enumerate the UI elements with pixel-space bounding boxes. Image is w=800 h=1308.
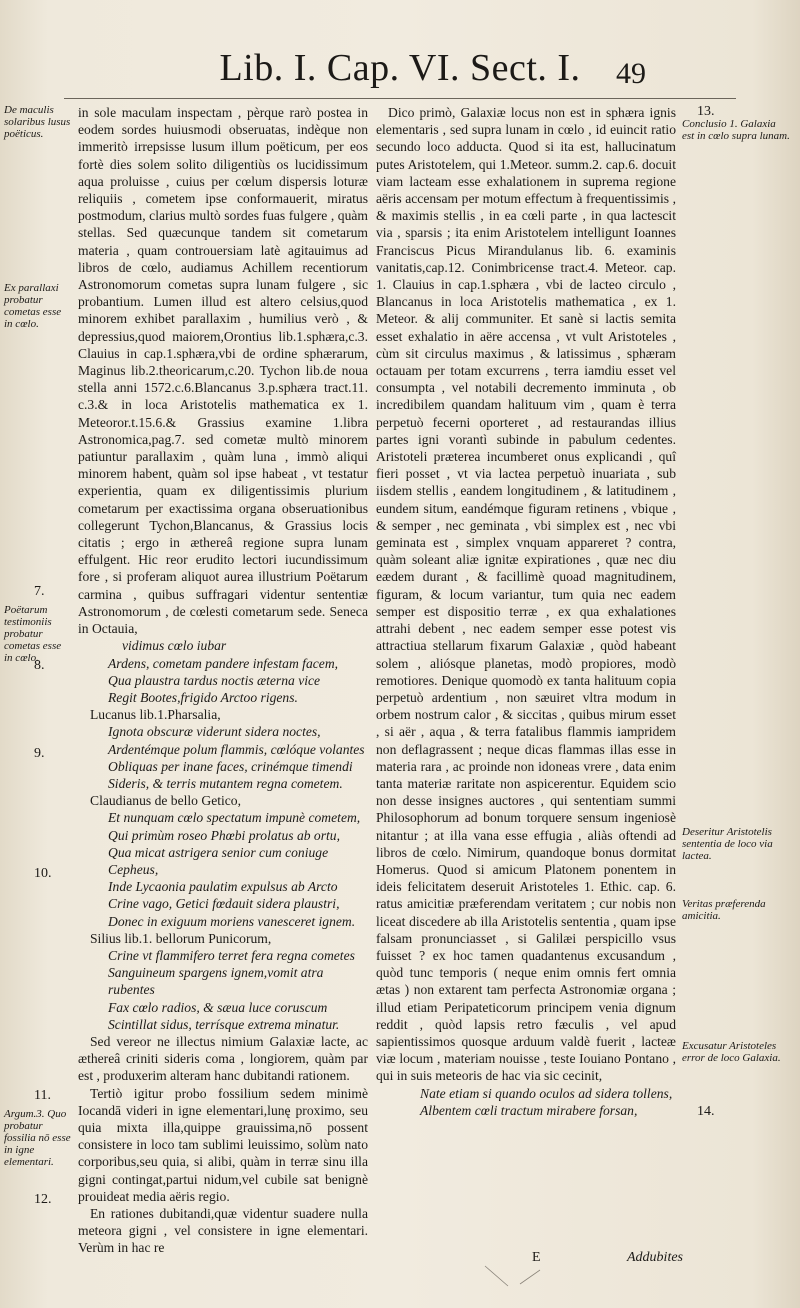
section-number: 13. xyxy=(697,104,715,119)
verse-line: Obliquas per inane faces, crinémque timendi xyxy=(108,758,353,774)
margin-note-poets: Poëtarum testimoniis probatur cometas esse in cœlo. xyxy=(4,604,62,664)
page-number: 49 xyxy=(616,57,646,90)
signature-mark: E xyxy=(532,1250,541,1265)
verse-line: Et nunquam cœlo spectatum impunè cometem, xyxy=(108,810,361,826)
paragraph: Sed vereor ne illectus nimium Galaxiæ lacte, ac æthereâ criniti sideris coma , longiorem, quàm par est , produxerim alteram hanc dubitandi rationem. xyxy=(78,1033,368,1084)
verse-line: Sanguineum spargens ignem,vomit atra rubentes xyxy=(108,965,324,998)
section-number: 9. xyxy=(34,746,45,761)
margin-note-aristotle-excused: Excusatur Aristoteles error de loco Galaxia. xyxy=(682,1040,781,1064)
citation-claudian: Claudianus de bello Getico, xyxy=(90,793,242,809)
verse-line: Inde Lycaonia paulatim expulsus ab Arcto xyxy=(108,879,338,895)
margin-note-aristotle-rejected: Deseritur Aristotelis sententia de loco via lactea. xyxy=(682,826,773,862)
paragraph: Dico primò, Galaxiæ locus non est in sphæra ignis elementaris , sed supra lunam in cœlo , id euincit ratio secundo loco adducta. Quod si ita est, hallucinatum putes Aristotelem, qui 1.Meteor. summ.2. cap.6. docuit viam lacteam esse exhalationem in suprema regione aëris accensam per motum effectum à frequentissimis , & maximis stellis , in ea cœli parte , in qua lactescit via , sparsis ; ita enim Aristotelem intelligunt Ioannes Franciscus Picus Mirandulanus lib. 6. examinis vanitatis,cap.12. Conimbricense tract.4. Meteor. cap. 1. Clauius in cap.1.sphæra , vbi de lacteo circulo , Blancanus in loca Aristotelis mathematica , ex 1. Meteor. & alij communiter. Et sanè si lactis semita esset exhalatio in aëre accensa , vt vult Aristoteles , cùm sit circulus maximus , & latissimus , sphæram octauam per totam excurrens , terra iamdiu esset vel consumpta , vel notabili decremento imminuta , ob incredibilem quandam halituum vim , quam è terra perpetuò fecerni oporteret , ad restaurandas illius partes igni vorantì subinde in pabulum cedentes. Aristoteli præterea incumberet onus explicandi , quî fieri posset , vt via lactea perpetuò inuariata , sub iisdem stellis , eandem longitudinem , & latitudinem , eundem situm, eandémque figuram retinens , vbique , & semper , nec geminata , vbi simplex est , nec vbi geminata est , simplex vnquam appareret ? contra, quàm soleant aliæ ignitæ expirationes , quæ nec diu eædem durant , & facillimè quoad magnitudinem, figuram, & locum variantur, tum quia nec eadem semper est dispositio terræ , ex qua exhalationes attrahi debent , nec eadem semper esse potest vis attractiua stellarum fixarum Galaxiæ , quòd habeant solem , aliósque planetas, modò propiores, modò remotiores. Denique quomodò ex tanta halituum copia perpetuò ardentium , non sæuiret vltra modum in orbem nostrum calor , & siccitas , quibus mirum esset , si aër , aqua , & terra fatalibus flammis iampridem non deflagrassent ; neque dicas flammas illas esse in materia rara , ac proinde non idoneas vrere , data enim tanta materiæ raritate non aspicerentur. Equidem scio non desse insignes auctores , qui sententiam summi Philosophorum ad bonum torquere sensum ingeniosè nitantur ; at illa vana esse effugia , aliàs oftendi ad libros de cœlo. Nimirum, quandoque bonus dormitat Homerus. Quod si amicum Platonem ponentem in ideis felicitatem deseruit Aristoteles 1. Ethic. cap. 6. ratus amicitiæ præferendam veritatem ; cur nobis non liceat discedere ab illa Aristotelis sententia , quam ipse falsam pronunciasset , si Galilæi perspicillo vsus fuisset ? ex hoc tamen quadantenus excusandum , quòd tunc temporis ( neque enim omnis fert omnia ætas ) non extarent tam perfecta Astronomiæ organa ; illud etiam Peripateticorum principem venia dignum reddit , quòd lapsis retro fæculis , vel apud sapientissimos quosque arduum valdè fuerit , lacteæ viæ locum , materiam nouisse , teste Iouiano Pontano , qui in suis meteoris de hac via sic cecinit, xyxy=(376,105,676,1084)
margin-note-conclusion-1: Conclusio 1. Galaxia est in cœlo supra lunam. xyxy=(682,118,790,142)
verse-line: Donec in exiguum moriens vanesceret ignem. xyxy=(108,913,356,929)
verse-line: Qua plaustra tardus noctis æterna vice xyxy=(108,672,321,688)
verse-pontano xyxy=(376,1085,676,1119)
paragraph: En rationes dubitandi,quæ videntur suadere nulla meteora gigni , vel consistere in igne elementari. Verùm in hac re xyxy=(78,1206,368,1256)
verse-line: Crine vago, Getici fœdauit sidera plaustri, xyxy=(108,896,340,912)
verse-line: vidimus cœlo iubar xyxy=(122,638,227,654)
verse-line: Ardens, cometam pandere infestam facem, xyxy=(108,655,339,671)
margin-note-truth-friendship: Veritas præferenda amicitia. xyxy=(682,898,766,922)
verse-line: Regit Bootes,frigido Arctoo rigens. xyxy=(108,689,298,705)
verse-seneca xyxy=(78,637,368,706)
paragraph: in sole maculam inspectam , pèrque rarò postea in eodem sordes huiusmodi obseruatas, indèque non immeritò irrepsisse lusum illum poëticum, per eos fortè dies solem solito diligentiùs os lucidissimum aqua proluisse , cuius per cœlum dispersis loturæ reliquiis , cometem ipse conformauerit, miratus postmodum, clarius multò sordes fuas fulgere , quàm stellas. Sed quæcunque tandem sit cometarum materia , quam controuersiam latè agitauimus ad libros de cœlo, audiamus Achillem recentiorum Astronomorum cometas supra lunam fulgere , sic probantium. Lumen illud est altero celsius,quod minorem exhibet parallaxim , humilius verò , & depressius,quod maiorem,Orontius lib.1.sphæra,c.3. Clauius in cap.1.sphæra,vbi de ordine sphærarum, Maginus lib.2.theoricarum,c.20. Tychon lib.de noua stella anni 1572.c.6.Blancanus 3.p.sphæra tract.11. c.3.& in loca Aristotelis mathematica ex 1. Meteoror.t.15.6.& Grassius examine 1.libra Astronomica,pag.7. sed cometæ multò minorem patiuntur parallaxim , quàm luna , immò aliqui minorem habent, quàm sol ipse habeat , vt testatur experientia, quam ex diligentissimis plurium cometarum per exactissima organa obseruationibus collegerunt Tychon,Blancanus, & Grassius locis citatis ; ergo in æthereâ regione supra lunam effulgent. Hic reor erudito lectori iucundissimum fore , si proferam aliquot aurea illustrium Poëtarum carmina , quibus suffragari videntur sententiæ Astronomorum , de cœlesti cometarum sede. Seneca in Octauia, xyxy=(78,105,368,637)
verse-line: Ardentémque polum flammis, cœlóque volantes xyxy=(108,741,365,757)
verse-lucan xyxy=(78,723,368,792)
citation-silius: Silius lib.1. bellorum Punicorum, xyxy=(90,930,272,946)
left-column xyxy=(78,104,368,1257)
verse-line: Nate etiam si quando oculos ad sidera tollens, xyxy=(420,1085,673,1101)
verse-line: Albentem cœli tractum mirabere forsan, xyxy=(420,1102,638,1118)
pen-scratch xyxy=(480,1262,570,1292)
margin-note-argument-3: Argum.3. Quo probatur fossilia nō esse in igne elementari. xyxy=(4,1108,71,1168)
verse-line: Ignota obscuræ viderunt sidera noctes, xyxy=(108,724,321,740)
margin-note-parallax: Ex parallaxi probatur cometas esse in cœlo. xyxy=(4,282,62,330)
running-header xyxy=(0,44,800,96)
catchword: Addubites xyxy=(627,1250,683,1265)
verse-line: Fax cœlo radios, & sæua luce coruscum xyxy=(108,999,328,1015)
section-number: 11. xyxy=(34,1088,51,1103)
section-number: 12. xyxy=(34,1192,52,1207)
header-rule xyxy=(64,98,736,99)
right-column xyxy=(376,104,676,1119)
section-number: 8. xyxy=(34,658,45,673)
verse-claudian xyxy=(78,809,368,929)
section-number: 7. xyxy=(34,584,45,599)
verse-silius xyxy=(78,947,368,1033)
section-number: 14. xyxy=(697,1104,715,1119)
verse-line: Crine vt flammifero terret fera regna cometes xyxy=(108,947,355,963)
paragraph: Tertiò igitur probo fossilium sedem minimè Iocandā videri in igne elementari,lunę proximo, seu quia mixta illa,quippe grauissima,nō possent consistere in loco tam sublimi leuissimo, solùm nato corporibus,seu quia, si alibi, quàm in terræ sinu illa gigni contingat,partui nidum,vel cubile sat benignè prouideat media aëris regio. xyxy=(78,1085,368,1204)
citation-lucan: Lucanus lib.1.Pharsalia, xyxy=(90,707,221,723)
margin-note-sun-spots: De maculis solaribus lusus poëticus. xyxy=(4,104,71,140)
section-number: 10. xyxy=(34,866,52,881)
verse-line: Sideris, & terris mutantem regna cometem. xyxy=(108,775,343,791)
verse-line: Qua micat astrigera senior cum coniuge Cepheus, xyxy=(108,844,329,877)
page-title: Lib. I. Cap. VI. Sect. I. xyxy=(219,47,581,89)
verse-line: Qui primùm roseo Phœbi prolatus ab ortu, xyxy=(108,827,340,843)
verse-line: Scintillat sidus, terrísque extrema minatur. xyxy=(108,1016,340,1032)
